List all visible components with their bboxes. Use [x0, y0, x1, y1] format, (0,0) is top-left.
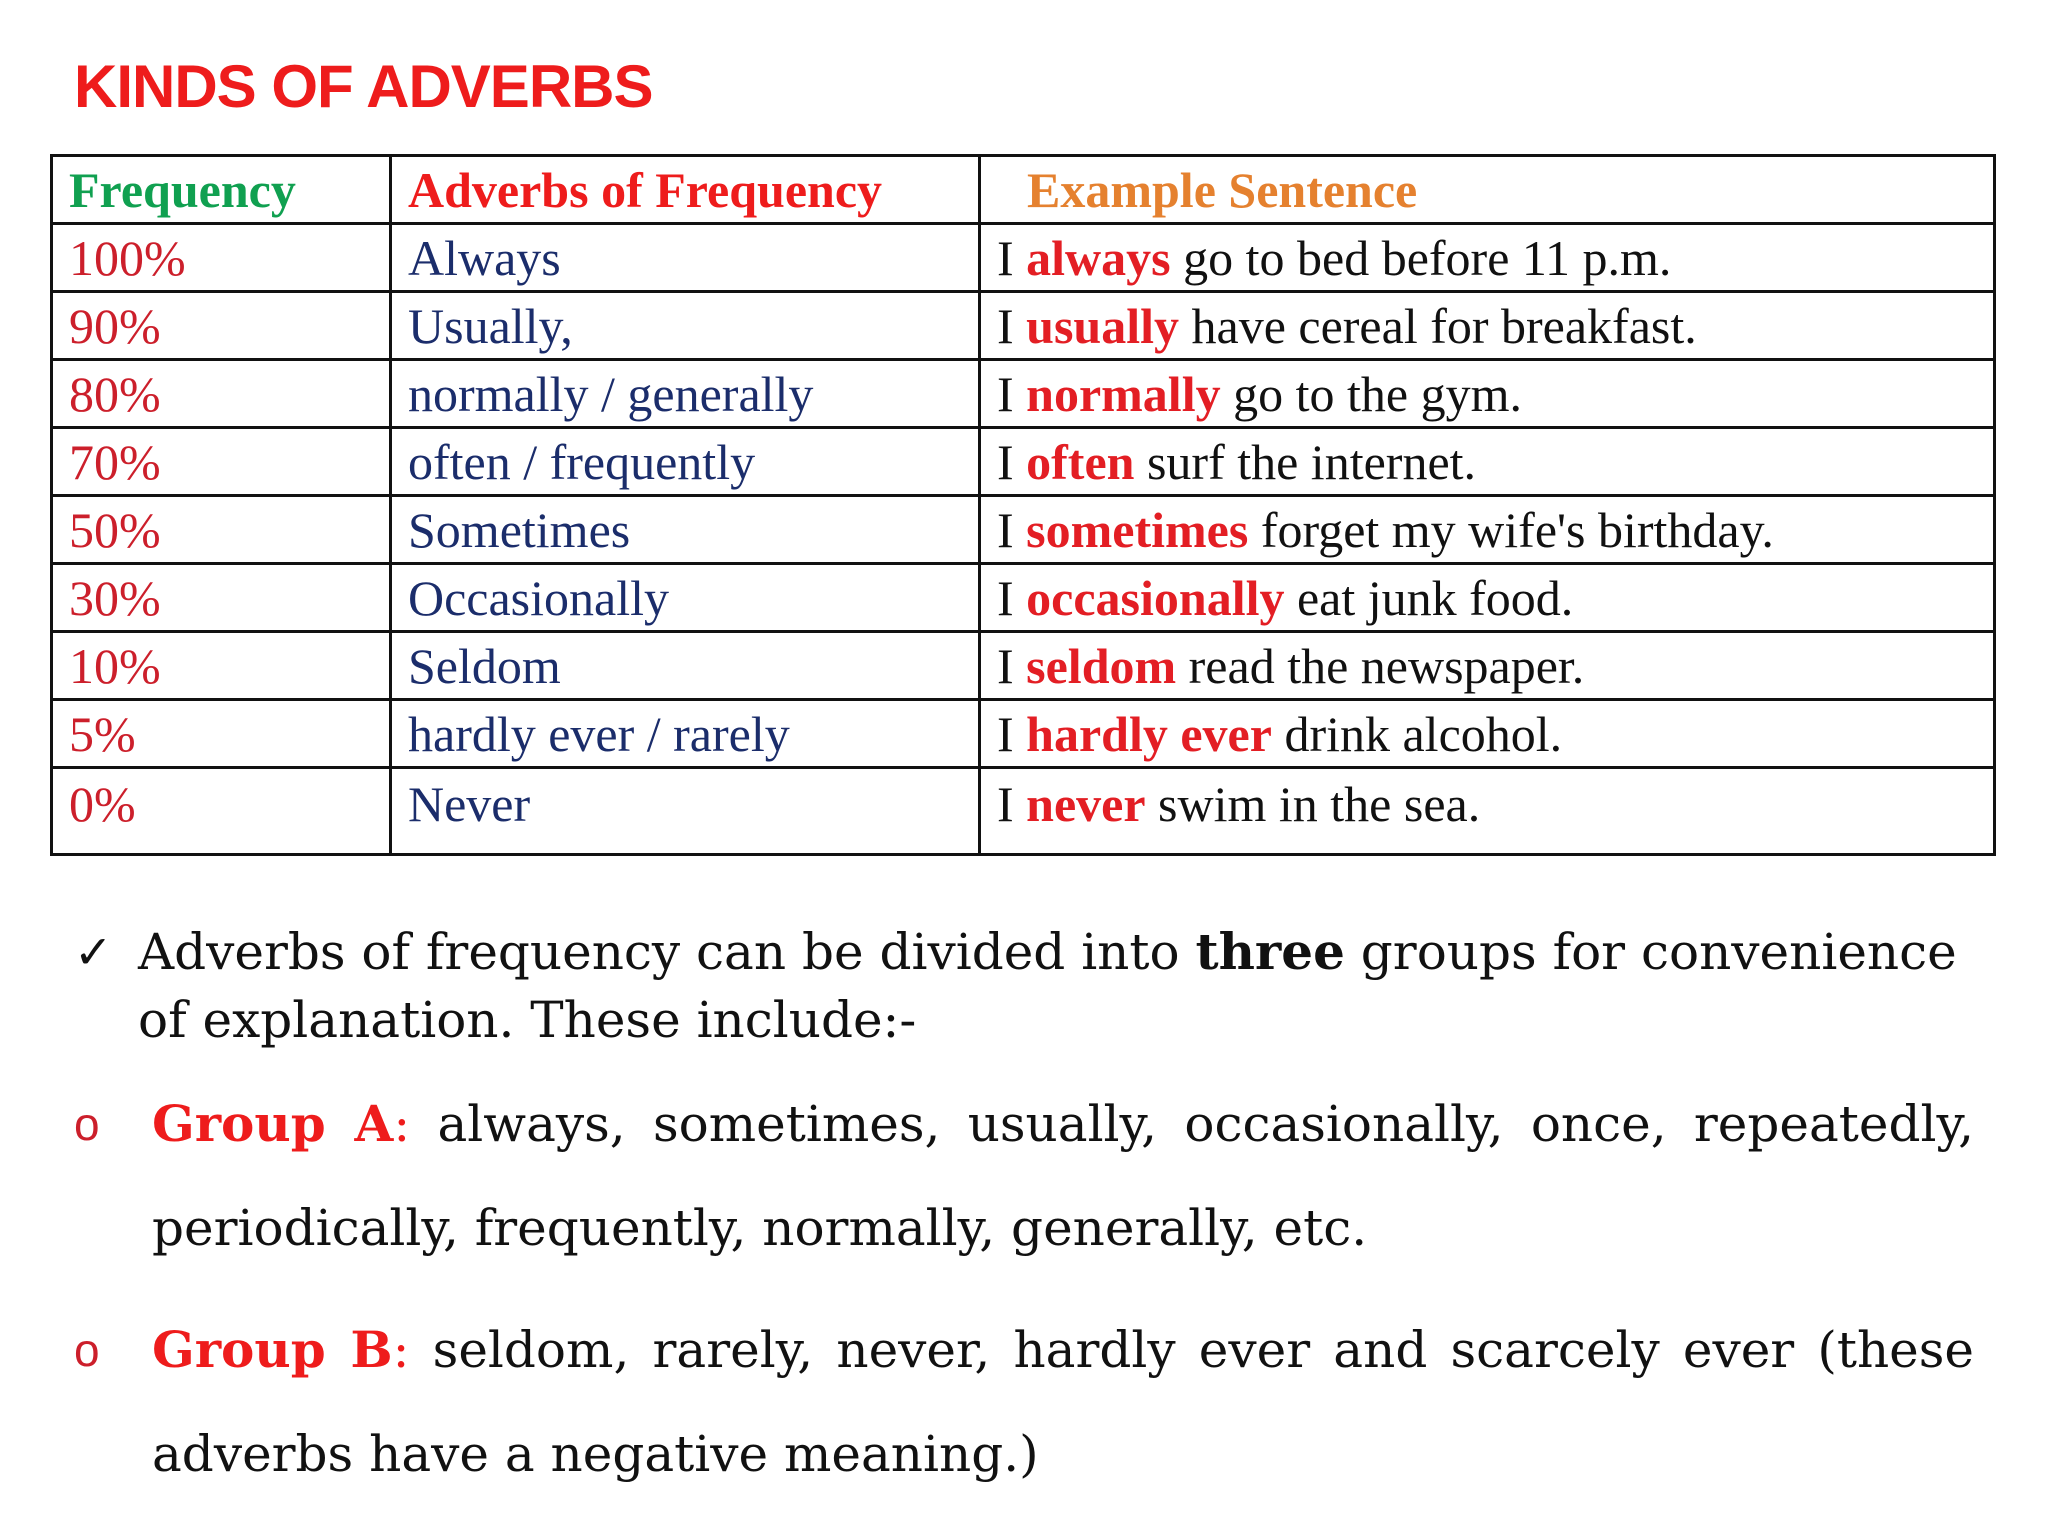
frequency-cell: 10%: [52, 632, 391, 700]
adverb-cell: Sometimes: [391, 496, 980, 564]
adverb-cell: Usually,: [391, 292, 980, 360]
adverb-cell: hardly ever / rarely: [391, 700, 980, 768]
example-keyword: never: [1026, 776, 1146, 832]
example-subject: I: [997, 433, 1027, 490]
table-row: [52, 768, 1995, 855]
group-a-item: [74, 1072, 1974, 1280]
example-subject: I: [997, 501, 1027, 558]
group-a-list: always, sometimes, usually, occasionally, once, repeatedly, periodically, frequently, normally, generally, etc.: [152, 1095, 1974, 1257]
example-cell: [980, 632, 1995, 700]
table-row: [52, 224, 1995, 292]
example-rest: go to the gym.: [1220, 365, 1522, 422]
checkmark-icon: ✓: [74, 925, 113, 979]
table-row: [52, 496, 1995, 564]
intro-text-end: groups for convenience of explanation. These include:-: [138, 923, 1957, 1049]
example-subject: I: [997, 229, 1027, 286]
example-cell: [980, 428, 1995, 496]
adverb-cell: normally / generally: [391, 360, 980, 428]
frequency-cell: 70%: [52, 428, 391, 496]
example-cell: [980, 564, 1995, 632]
example-rest: eat junk food.: [1284, 569, 1574, 626]
frequency-cell: 80%: [52, 360, 391, 428]
adverb-cell: Occasionally: [391, 564, 980, 632]
circle-bullet-icon: o: [74, 1324, 100, 1376]
example-rest: have cereal for breakfast.: [1179, 297, 1697, 354]
frequency-cell: 0%: [52, 768, 391, 855]
frequency-cell: 90%: [52, 292, 391, 360]
example-keyword: always: [1026, 229, 1171, 286]
example-rest: swim in the sea.: [1145, 776, 1481, 832]
example-subject: I: [997, 776, 1027, 832]
example-subject: I: [997, 297, 1027, 354]
example-rest: read the newspaper.: [1176, 637, 1585, 694]
table-row: [52, 632, 1995, 700]
group-a-text: [152, 1072, 1974, 1280]
table-row: [52, 428, 1995, 496]
example-cell: [980, 292, 1995, 360]
example-subject: I: [997, 705, 1027, 762]
frequency-cell: 30%: [52, 564, 391, 632]
table-header-row: [52, 156, 1995, 224]
adverb-cell: Seldom: [391, 632, 980, 700]
adverb-cell: often / frequently: [391, 428, 980, 496]
table-row: [52, 700, 1995, 768]
header-frequency: Frequency: [52, 156, 391, 224]
intro-text: [138, 918, 1974, 1054]
group-a-label: Group A: [152, 1094, 394, 1153]
group-b-item: [74, 1298, 1974, 1506]
example-rest: go to bed before 11 p.m.: [1170, 229, 1672, 286]
example-rest: surf the internet.: [1134, 433, 1477, 490]
example-subject: I: [997, 569, 1027, 626]
group-b-list: seldom, rarely, never, hardly ever and scarcely ever (these adverbs have a negative meaning.): [152, 1321, 1975, 1483]
circle-bullet-icon: o: [74, 1098, 100, 1150]
example-keyword: usually: [1026, 297, 1180, 354]
example-rest: drink alcohol.: [1271, 705, 1563, 762]
example-subject: I: [997, 637, 1027, 694]
intro-text-start: Adverbs of frequency can be divided into: [138, 923, 1196, 981]
example-keyword: sometimes: [1026, 501, 1249, 558]
example-cell: [980, 360, 1995, 428]
group-b-colon: :: [392, 1321, 410, 1379]
example-keyword: hardly ever: [1026, 705, 1272, 762]
example-cell: [980, 224, 1995, 292]
example-subject: I: [997, 365, 1027, 422]
example-cell: [980, 496, 1995, 564]
intro-text-bold: three: [1195, 922, 1345, 981]
group-b-label: Group B: [152, 1320, 393, 1379]
example-keyword: seldom: [1026, 637, 1177, 694]
table-row: [52, 292, 1995, 360]
example-keyword: often: [1026, 433, 1135, 490]
example-cell: [980, 768, 1995, 855]
table-row: [52, 564, 1995, 632]
example-keyword: normally: [1026, 365, 1221, 422]
frequency-cell: 50%: [52, 496, 391, 564]
frequency-cell: 100%: [52, 224, 391, 292]
adverbs-table: [50, 154, 1996, 856]
notes-section: [74, 918, 1974, 1506]
intro-paragraph: [74, 918, 1974, 1054]
example-rest: forget my wife's birthday.: [1248, 501, 1774, 558]
example-cell: [980, 700, 1995, 768]
example-keyword: occasionally: [1026, 569, 1285, 626]
adverb-cell: Always: [391, 224, 980, 292]
frequency-cell: 5%: [52, 700, 391, 768]
group-a-colon: :: [393, 1095, 411, 1153]
header-adverbs: Adverbs of Frequency: [391, 156, 980, 224]
header-example: Example Sentence: [980, 156, 1995, 224]
table-row: [52, 360, 1995, 428]
page-title: KINDS OF ADVERBS: [74, 53, 653, 120]
adverb-cell: Never: [391, 768, 980, 855]
group-b-text: [152, 1298, 1974, 1506]
